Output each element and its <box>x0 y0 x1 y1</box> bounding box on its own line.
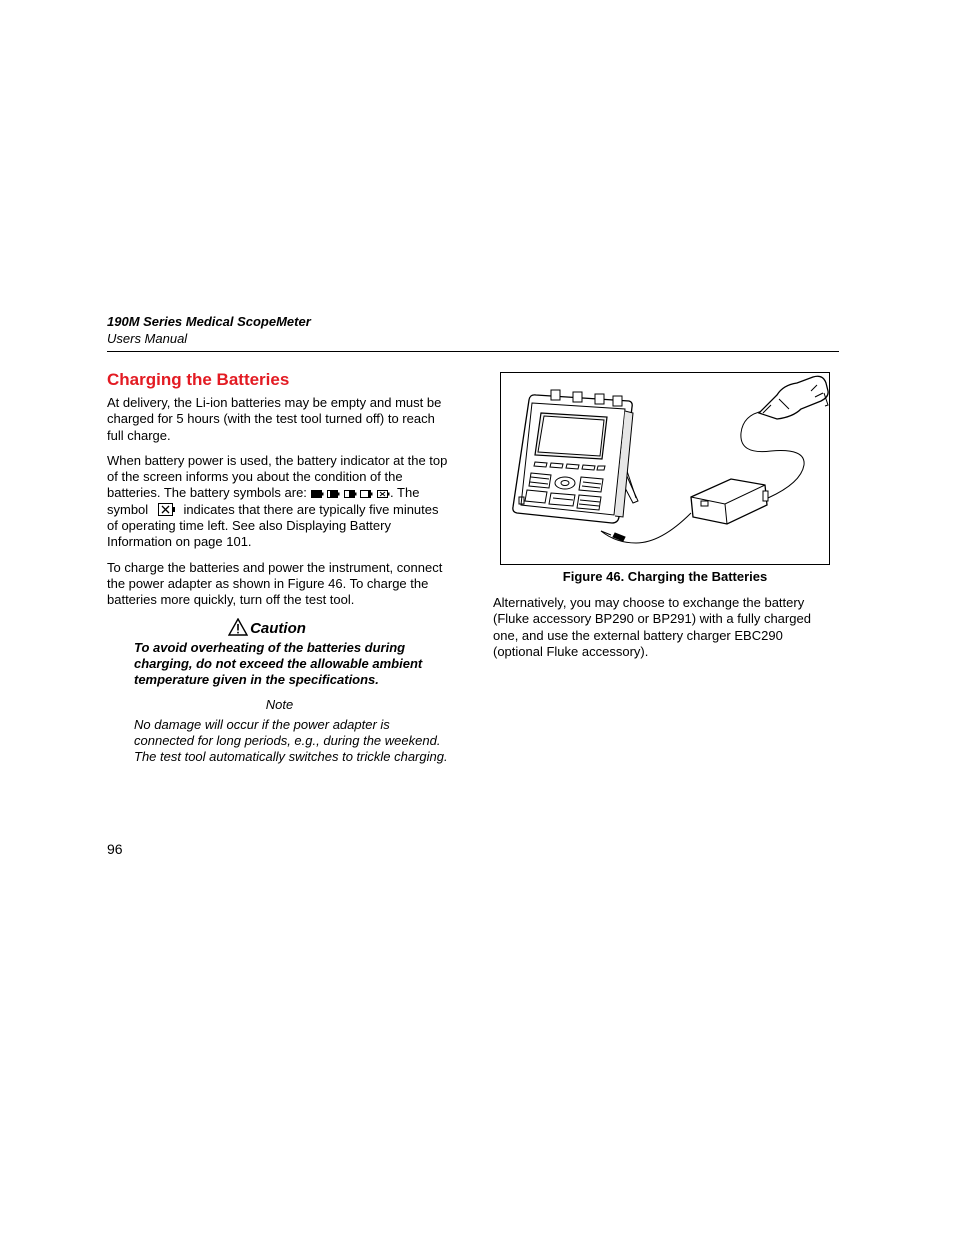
battery-text-c: indicates that there are typically five minutes of operating time left. See also Displaying Battery Information on page 101. <box>107 501 439 550</box>
figure-charging-batteries <box>500 372 830 565</box>
note-heading: Note <box>265 696 294 712</box>
battery-text-b: . The symbol <box>107 485 420 517</box>
header-rule <box>107 351 839 352</box>
battery-three-quarter-icon <box>327 489 340 499</box>
right-column <box>493 595 833 669</box>
page-number: 96 <box>107 841 123 857</box>
caution-label: Caution <box>250 619 306 637</box>
battery-empty-icon <box>377 489 390 499</box>
section-heading: Charging the Batteries <box>107 370 290 389</box>
battery-low-icon <box>360 489 373 499</box>
caution-text: To avoid overheating of the batteries during charging, do not exceed the allowable ambient temperature given in the specifications. <box>134 639 423 687</box>
battery-empty-icon <box>158 503 176 516</box>
manual-title: 190M Series Medical ScopeMeter <box>107 314 311 329</box>
paragraph-delivery: At delivery, the Li-ion batteries may be empty and must be charged for 5 hours (with the test tool turned off) to reach full charge. <box>107 395 442 443</box>
caution-heading <box>107 618 452 637</box>
battery-full-icon <box>311 489 324 499</box>
charging-illustration <box>501 373 829 564</box>
paragraph-charge: To charge the batteries and power the instrument, connect the power adapter as shown in Figure 46. To charge the batteries more quickly, turn off the test tool. <box>107 559 443 608</box>
left-column <box>107 370 452 774</box>
battery-half-icon <box>344 489 357 499</box>
paragraph-battery-indicator <box>107 453 452 551</box>
warning-icon <box>228 618 248 636</box>
figure-caption: Figure 46. Charging the Batteries <box>562 569 768 584</box>
battery-text-a: When battery power is used, the battery indicator at the top of the screen informs you about the condition of the batteries. The battery symbols are: <box>107 452 448 501</box>
manual-subtitle: Users Manual <box>107 331 188 346</box>
note-text: No damage will occur if the power adapter is connected for long periods, e.g., during the weekend. The test tool automatically switches to trickle charging. <box>134 716 448 764</box>
paragraph-alternative: Alternatively, you may choose to exchange the battery (Fluke accessory BP290 or BP291) with a fully charged one, and use the external battery charger EBC290 (optional Fluke accessory). <box>493 595 811 659</box>
